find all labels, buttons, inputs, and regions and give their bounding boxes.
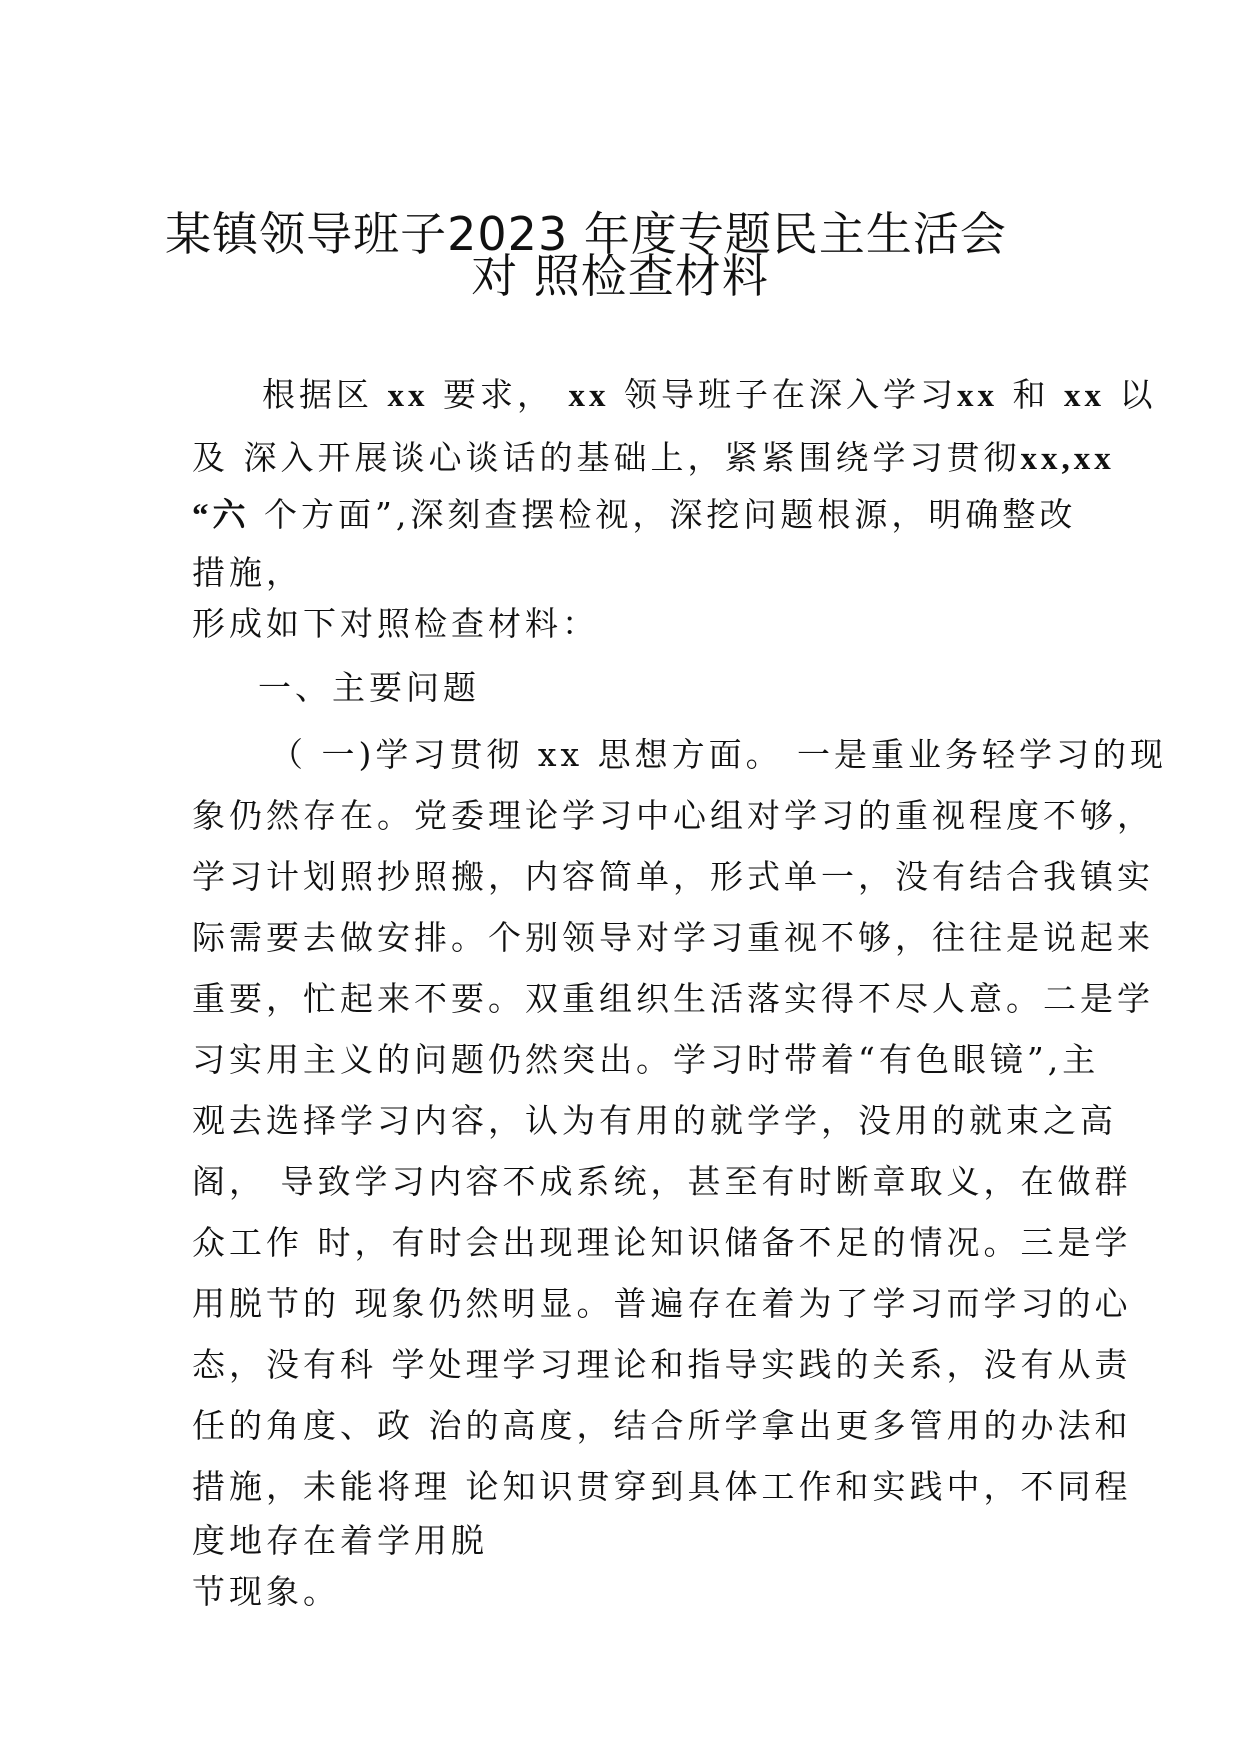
body-line: 任的角度、政 治的高度，结合所学拿出更多管用的办法和 <box>192 1406 1132 1445</box>
intro-line-2: 及 深入开展谈心谈话的基础上，紧紧围绕学习贯彻xx,xx <box>192 438 1115 477</box>
intro-line-3: “六 个方面”,深刻查摆检视，深挖问题根源，明确整改 <box>192 495 1077 534</box>
body-line: 节现象。 <box>192 1572 340 1611</box>
section-heading: 一、主要问题 <box>258 668 480 707</box>
body-line: 用脱节的 现象仍然明显。普遍存在着为了学习而学习的心 <box>192 1284 1132 1323</box>
document-title-line-1: 某镇领导班子2023 年度专题民主生活会 <box>165 207 1007 261</box>
body-line: 众工作 时，有时会出现理论知识储备不足的情况。三是学 <box>192 1223 1132 1262</box>
body-line: 观去选择学习内容，认为有用的就学学，没用的就束之高 <box>192 1101 1117 1140</box>
intro-line-4: 措施， <box>192 553 303 592</box>
body-line: 阁， 导致学习内容不成系统，甚至有时断章取义，在做群 <box>192 1162 1132 1201</box>
intro-line-1: 根据区 xx 要求， xx 领导班子在深入学习xx 和 xx 以 <box>262 375 1157 414</box>
intro-line-5: 形成如下对照检查材料： <box>192 604 599 643</box>
document-title-line-2: 对 照检查材料 <box>471 249 769 303</box>
body-line: 际需要去做安排。个别领导对学习重视不够，往往是说起来 <box>192 918 1154 957</box>
body-line: 态，没有科 学处理学习理论和指导实践的关系，没有从责 <box>192 1345 1132 1384</box>
body-line: 措施，未能将理 论知识贯穿到具体工作和实践中，不同程 <box>192 1467 1132 1506</box>
body-line: 习实用主义的问题仍然突出。学习时带着“有色眼镜”,主 <box>192 1040 1100 1079</box>
body-line: 学习计划照抄照搬，内容简单，形式单一，没有结合我镇实 <box>192 857 1154 896</box>
body-line: （ 一)学习贯彻 xx 思想方面。 一是重业务轻学习的现 <box>270 735 1168 774</box>
body-line: 度地存在着学用脱 <box>192 1521 488 1560</box>
body-line: 重要，忙起来不要。双重组织生活落实得不尽人意。二是学 <box>192 979 1154 1018</box>
body-line: 象仍然存在。党委理论学习中心组对学习的重视程度不够， <box>192 796 1154 835</box>
